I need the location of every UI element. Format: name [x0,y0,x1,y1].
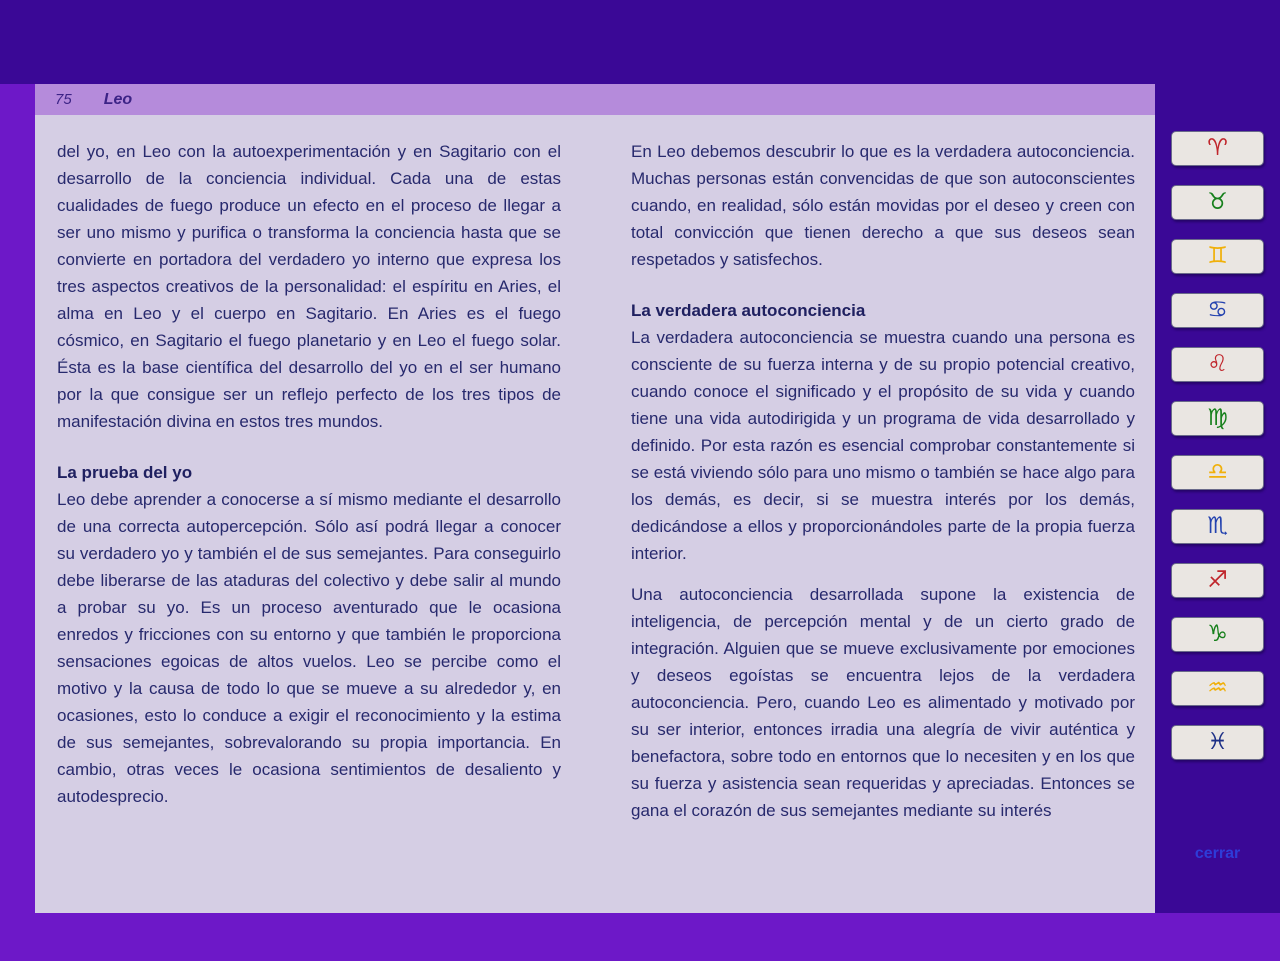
right-column [631,138,1135,838]
zodiac-button-scorpio[interactable] [1171,509,1264,544]
zodiac-sidebar [1155,84,1280,913]
zodiac-button-pisces[interactable] [1171,725,1264,760]
bottom-band [0,913,1280,961]
page-header [35,84,1155,115]
zodiac-button-aries[interactable] [1171,131,1264,166]
leo-icon: ♌ [1207,351,1228,377]
gemini-icon: ♊ [1207,243,1228,269]
page-number: 75 [55,91,72,108]
text-columns [35,115,1155,838]
libra-icon: ♎ [1207,459,1228,485]
close-link[interactable]: cerrar [1194,845,1241,862]
virgo-icon: ♍ [1207,405,1228,431]
page-title: Leo [103,90,133,108]
sagittarius-icon: ♐ [1207,567,1228,593]
paragraph: Leo debe aprender a conocerse a sí mismo mediante el desarrollo de una correcta autopercepción. Sólo así podrá llegar a conocer su verdadero yo y también el de sus semejantes. Para conseguirlo debe liberarse de las ataduras del colectivo y debe salir al mundo a probar su yo. Es un proceso aventurado que le ocasiona enredos y fricciones con su entorno y que también le proporciona sensaciones egoicas de altos vuelos. Leo se percibe como el motivo y la causa de todo lo que se mueve a su alrededor y, en ocasiones, esto lo conduce a exigir el reconocimiento y la estima de sus semejantes, sobrevalorando su propia importancia. En cambio, otras veces le ocasiona sentimientos de desaliento y autodesprecio. [57,490,561,806]
zodiac-button-virgo[interactable] [1171,401,1264,436]
zodiac-button-leo[interactable] [1171,347,1264,382]
taurus-icon: ♉ [1207,189,1228,215]
zodiac-button-sagittarius[interactable] [1171,563,1264,598]
paragraph: del yo, en Leo con la autoexperimentación y en Sagitario con el desarrollo de la conciencia individual. Cada una de estas cualidades de fuego produce un efecto en el proceso de llegar a ser uno mismo y purifica o transforma la conciencia hasta que se convierte en portadora del verdadero yo interno que expresa los tres aspectos creativos de la personalidad: el espíritu en Aries, el alma en Leo y el cuerpo en Sagitario. En Aries es el fuego cósmico, en Sagitario el fuego planetario y en Leo el fuego solar. Ésta es la base científica del desarrollo del yo en el ser humano por la que consigue ser un reflejo perfecto de los tres tipos de manifestación divina en estos tres mundos. [57,142,561,431]
zodiac-button-libra[interactable] [1171,455,1264,490]
section-heading: La verdadera autoconciencia [631,301,866,320]
zodiac-button-gemini[interactable] [1171,239,1264,274]
scorpio-icon: ♏ [1207,513,1228,539]
top-band [0,0,1280,84]
page-panel [35,84,1155,913]
paragraph: Una autoconciencia desarrollada supone la existencia de inteligencia, de percepción mental y de un cierto grado de integración. Alguien que se mueve exclusivamente por emociones y deseos egoístas se encuentra lejos de la verdadera autoconciencia. Pero, cuando Leo es alimentado y motivado por su ser interior, entonces irradia una alegría de vivir auténtica y benefactora, sobre todo en entornos que lo necesiten y en los que su fuerza y asistencia sean requeridas y apreciadas. Entonces se gana el corazón de sus semejantes mediante su interés [631,585,1135,820]
cancer-icon: ♋ [1207,297,1228,323]
pisces-icon: ♓ [1207,729,1228,755]
paragraph: En Leo debemos descubrir lo que es la verdadera autoconciencia. Muchas personas están convencidas de que son autoconscientes cuando, en realidad, sólo están movidas por el deseo y creen con total convicción que tienen derecho a que sus deseos sean respetados y satisfechos. [631,142,1135,269]
aquarius-icon: ♒ [1207,675,1228,701]
zodiac-button-aquarius[interactable] [1171,671,1264,706]
zodiac-button-capricorn[interactable] [1171,617,1264,652]
left-column [57,138,561,838]
paragraph: La verdadera autoconciencia se muestra cuando una persona es consciente de su fuerza interna y de su propio potencial creativo, cuando conoce el significado y el propósito de su vida y cuando tiene una vida autodirigida y un programa de vida desarrollado y definido. Por esta razón es esencial comprobar constantemente si se está viviendo sólo para uno mismo o también se hace algo para los demás, es decir, si se muestra interés por los demás, dedicándose a ellos y proporcionándoles parte de la propia fuerza interior. [631,328,1135,563]
section-heading: La prueba del yo [57,463,193,482]
zodiac-button-cancer[interactable] [1171,293,1264,328]
aries-icon: ♈ [1207,135,1228,161]
zodiac-button-taurus[interactable] [1171,185,1264,220]
capricorn-icon: ♑ [1207,621,1228,647]
